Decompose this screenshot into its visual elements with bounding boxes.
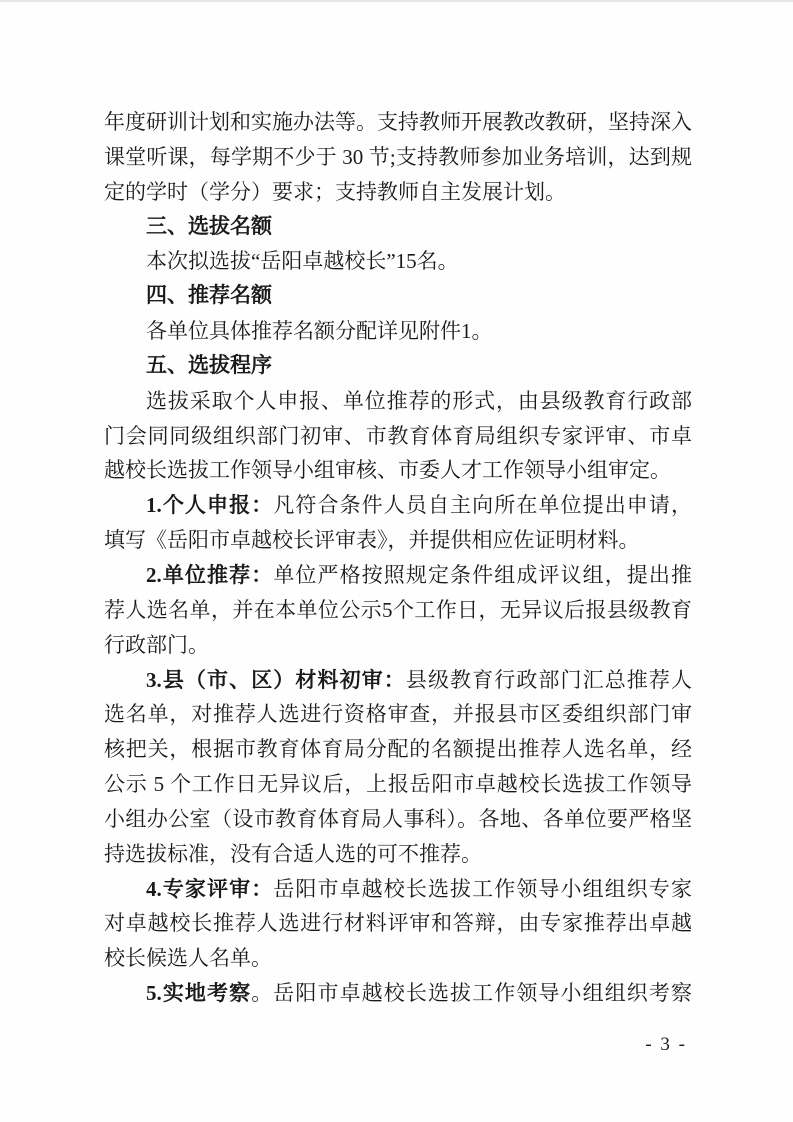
text-line <box>104 140 692 175</box>
line-text: 年度研训计划和实施办法等。支持教师开展教改教研，坚持深入 <box>104 110 692 134</box>
line-text: 县级教育行政部门汇总推荐人 <box>405 667 692 692</box>
text-line <box>104 419 692 454</box>
line-text: 定的学时（学分）要求；支持教师自主发展计划。 <box>104 179 566 204</box>
document-body <box>104 105 692 1011</box>
line-text: 越校长选拔工作领导小组审核、市委人才工作领导小组审定。 <box>104 458 671 483</box>
line-text: 对卓越校长推荐人选进行材料评审和答辩，由专家推荐出卓越 <box>104 911 692 936</box>
text-line <box>104 732 692 767</box>
line-text: 公示 5 个工作日无异议后，上报岳阳市卓越校长选拔工作领导 <box>104 772 692 797</box>
line-text: 持选拔标准，没有合适人选的可不推荐。 <box>104 841 482 866</box>
line-text: 校长候选人名单。 <box>104 946 272 971</box>
line-text: 五、选拔程序 <box>146 353 272 377</box>
item-label: 1.个人申报： <box>146 493 274 518</box>
text-line <box>104 906 692 941</box>
line-text: 四、推荐名额 <box>146 284 272 308</box>
text-line <box>104 105 692 140</box>
item-label: 2.单位推荐： <box>146 562 274 587</box>
item-label: 3.县（市、区）材料初审： <box>146 667 406 692</box>
section-heading <box>104 210 692 245</box>
item-label: 4.专家评审： <box>146 876 274 901</box>
text-line <box>104 175 692 210</box>
text-line <box>104 244 692 279</box>
text-line <box>104 314 692 349</box>
text-line <box>104 697 692 732</box>
text-line <box>104 837 692 872</box>
line-text: 三、选拔名额 <box>146 214 272 238</box>
text-line <box>104 593 692 628</box>
numbered-item-line <box>104 976 692 1011</box>
page-number: - 3 - <box>645 1034 687 1055</box>
text-line <box>104 802 692 837</box>
line-text: 本次拟选拔“岳阳卓越校长”15名。 <box>146 249 459 274</box>
line-text: 门会同同级组织部门初审、市教育体育局组织专家评审、市卓 <box>104 423 692 448</box>
numbered-item-line <box>104 558 692 593</box>
line-text: 行政部门。 <box>104 632 209 657</box>
text-line <box>104 453 692 488</box>
text-line <box>104 384 692 419</box>
line-text: 核把关，根据市教育体育局分配的名额提出推荐人选名单，经 <box>104 737 692 762</box>
numbered-item-line <box>104 872 692 907</box>
line-text: 课堂听课，每学期不少于 30 节;支持教师参加业务培训，达到规 <box>104 144 692 169</box>
text-line <box>104 941 692 976</box>
line-text: 小组办公室（设市教育体育局人事科）。各地、各单位要严格坚 <box>104 806 692 831</box>
text-line <box>104 628 692 663</box>
text-line <box>104 767 692 802</box>
line-text: 选拔采取个人申报、单位推荐的形式，由县级教育行政部 <box>146 388 692 413</box>
line-text: 单位严格按照规定条件组成评议组，提出推 <box>273 562 692 587</box>
line-text: 岳阳市卓越校长选拔工作领导小组组织专家 <box>273 876 692 901</box>
line-text: 选名单，对推荐人选进行资格审查，并报县市区委组织部门审 <box>104 702 692 727</box>
text-line <box>104 523 692 558</box>
line-text: 。岳阳市卓越校长选拔工作领导小组组织考察 <box>251 981 692 1006</box>
line-text: 各单位具体推荐名额分配详见附件1。 <box>146 319 493 344</box>
item-label: 5.实地考察 <box>146 981 252 1006</box>
section-heading <box>104 279 692 314</box>
line-text: 荐人选名单，并在本单位公示5个工作日，无异议后报县级教育 <box>104 597 692 622</box>
numbered-item-line <box>104 488 692 523</box>
numbered-item-line <box>104 663 692 698</box>
section-heading <box>104 349 692 384</box>
line-text: 凡符合条件人员自主向所在单位提出申请， <box>273 493 692 518</box>
line-text: 填写《岳阳市卓越校长评审表》，并提供相应佐证明材料。 <box>104 528 640 553</box>
